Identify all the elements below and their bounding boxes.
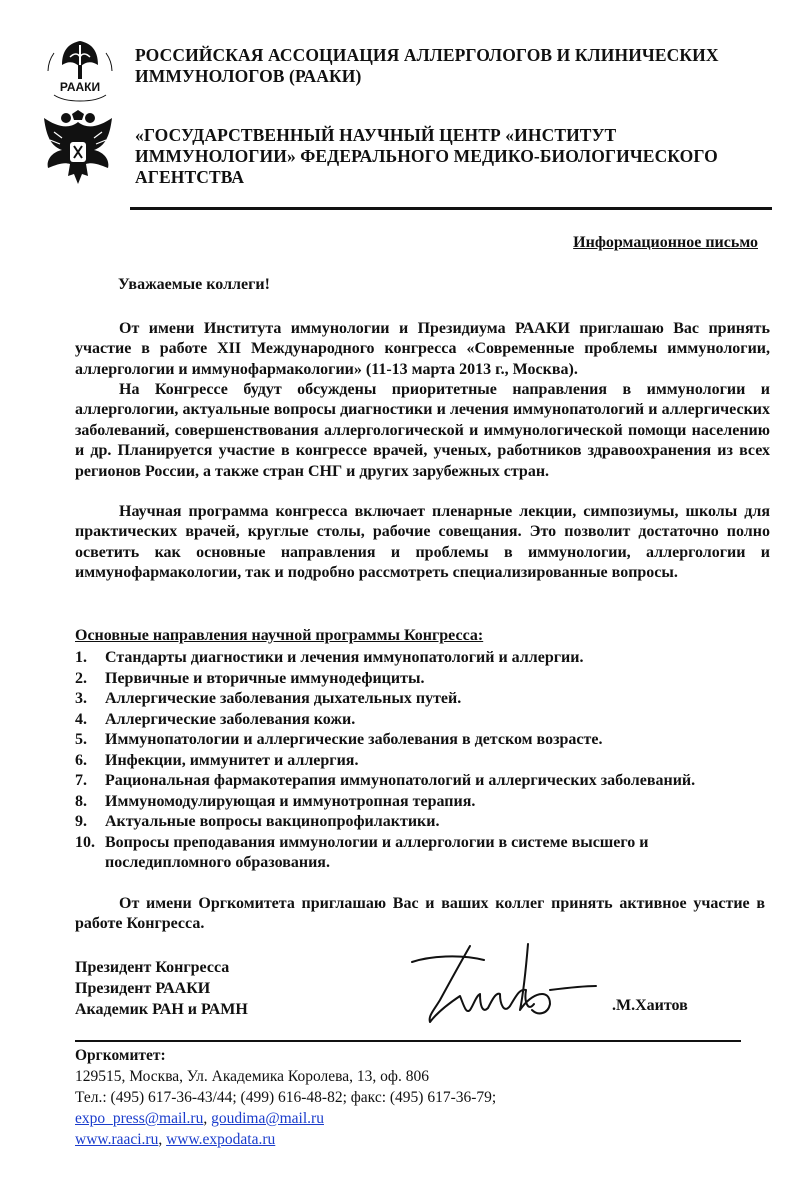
list-item-number: 3. bbox=[75, 690, 87, 707]
list-item bbox=[75, 710, 775, 731]
list-item-number: 2. bbox=[75, 669, 87, 687]
list-item-number: 8. bbox=[75, 792, 87, 810]
contact-sites bbox=[75, 1129, 496, 1150]
list-item-text: Аллергические заболевания дыхательных путей. bbox=[105, 690, 462, 707]
paragraph-topics: На Конгрессе будут обсуждены приоритетные направления в иммунологии и аллергологии, актуальные вопросы диагностики и лечения иммунопатологий и аллергических заболеваний, совершенствования аллергологической и иммунологической помощи населению и др. Планируется участие в конгрессе врачей, ученых, работников здравоохранения из всех регионов России, а также стран СНГ и других зарубежных стран. bbox=[75, 381, 770, 480]
list-item bbox=[75, 771, 775, 792]
list-item bbox=[75, 833, 775, 874]
list-item bbox=[75, 669, 775, 690]
list-item-text: Инфекции, иммунитет и аллергия. bbox=[105, 751, 359, 769]
signature-title: Президент Конгресса bbox=[75, 959, 230, 976]
org-name-raaki: РОССИЙСКАЯ АССОЦИАЦИЯ АЛЛЕРГОЛОГОВ И КЛИНИЧЕСКИХ ИММУНОЛОГОВ (РААКИ) bbox=[135, 45, 719, 86]
list-item-text: Рациональная фармакотерапия иммунопатологий и аллергических заболеваний. bbox=[105, 772, 696, 789]
list-item bbox=[75, 792, 775, 813]
list-item-text: Первичные и вторичные иммунодефициты. bbox=[105, 669, 425, 687]
list-item bbox=[75, 812, 775, 833]
list-item-number: 5. bbox=[75, 731, 87, 748]
list-item-number: 4. bbox=[75, 710, 87, 728]
raaki-logo bbox=[40, 35, 120, 105]
list-item-number: 10. bbox=[75, 833, 95, 851]
closing-paragraph: От имени Оргкомитета приглашаю Вас и ваших коллег принять активное участие в работе Конгресса. bbox=[75, 895, 765, 933]
signature-title: Президент РААКИ bbox=[75, 980, 211, 997]
email-link-press[interactable]: expo_press@mail.ru bbox=[75, 1110, 204, 1127]
site-separator: , bbox=[158, 1131, 167, 1148]
email-link-goudima[interactable]: goudima@mail.ru bbox=[211, 1110, 324, 1127]
list-item bbox=[75, 648, 775, 669]
eagle-emblem-icon bbox=[38, 110, 118, 192]
signature-title: Академик РАН и РАМН bbox=[75, 1001, 248, 1018]
list-item-number: 9. bbox=[75, 813, 87, 830]
contact-address: 129515, Москва, Ул. Академика Королева, 13, оф. 806 bbox=[75, 1068, 429, 1085]
list-item-text: Вопросы преподавания иммунологии и аллергологии в системе высшего и последипломного образования. bbox=[105, 833, 649, 871]
header-divider bbox=[130, 207, 772, 210]
list-item-number: 1. bbox=[75, 649, 87, 666]
list-item-text: Аллергические заболевания кожи. bbox=[105, 710, 356, 728]
handwritten-signature bbox=[400, 930, 600, 1040]
footer-divider bbox=[75, 1040, 741, 1042]
signature-titles bbox=[75, 957, 248, 1020]
greeting: Уважаемые коллеги! bbox=[118, 276, 270, 293]
site-link-raaci[interactable]: www.raaci.ru bbox=[75, 1131, 159, 1148]
contact-emails bbox=[75, 1108, 496, 1129]
list-item-text: Иммунопатологии и аллергические заболевания в детском возрасте. bbox=[105, 731, 603, 748]
letter-title: Информационное письмо bbox=[573, 234, 758, 251]
directions-list bbox=[75, 648, 775, 874]
list-item-text: Стандарты диагностики и лечения иммунопатологий и аллергии. bbox=[105, 649, 584, 666]
list-item-number: 7. bbox=[75, 772, 87, 789]
contact-phones: Тел.: (495) 617-36-43/44; (499) 616-48-82; факс: (495) 617-36-79; bbox=[75, 1089, 497, 1106]
list-item bbox=[75, 689, 775, 710]
list-item-text: Иммуномодулирующая и иммунотропная терапия. bbox=[105, 792, 476, 810]
paragraph-program: Научная программа конгресса включает пленарные лекции, симпозиумы, школы для практических врачей, круглые столы, рабочие совещания. Это позволит достаточно полно осветить как основные направления и проблемы в иммунологии, аллергологии и иммунофармакологии, так и подробно рассмотреть специализированные вопросы. bbox=[75, 503, 770, 582]
raaki-logo-text: РААКИ bbox=[59, 80, 101, 94]
contact-label: Оргкомитет: bbox=[75, 1047, 166, 1064]
list-item bbox=[75, 730, 775, 751]
email-separator: , bbox=[203, 1110, 212, 1127]
paragraph-invitation: От имени Института иммунологии и Президиума РААКИ приглашаю Вас принять участие в работе XII Международного конгресса «Современные проблемы иммунологии, аллергологии и иммунофармакологии» (11-13 марта 2013 г., Москва). bbox=[75, 320, 770, 378]
list-item-number: 6. bbox=[75, 751, 87, 769]
org-name-institute: «ГОСУДАРСТВЕННЫЙ НАУЧНЫЙ ЦЕНТР «ИНСТИТУТ ИММУНОЛОГИИ» ФЕДЕРАЛЬНОГО МЕДИКО-БИОЛОГИЧЕСКОГО АГЕНТСТВА bbox=[135, 125, 718, 187]
contact-block bbox=[75, 1045, 496, 1150]
site-link-expodata[interactable]: www.expodata.ru bbox=[166, 1131, 276, 1148]
signer-name: .М.Хаитов bbox=[612, 997, 688, 1014]
list-item bbox=[75, 751, 775, 772]
directions-heading: Основные направления научной программы Конгресса: bbox=[75, 627, 484, 644]
list-item-text: Актуальные вопросы вакцинопрофилактики. bbox=[105, 813, 440, 830]
